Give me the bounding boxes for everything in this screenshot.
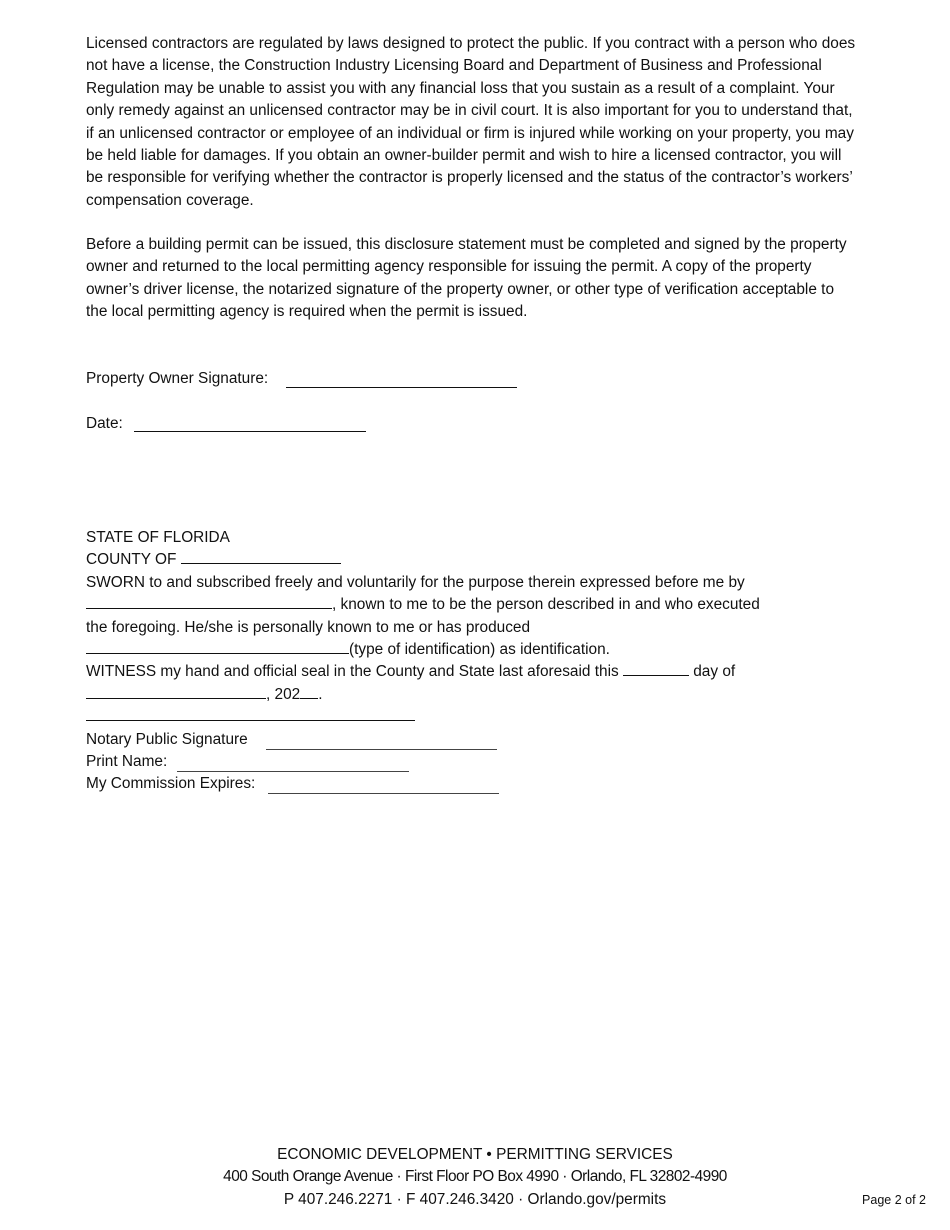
year-blank[interactable] <box>300 684 318 699</box>
sworn-row <box>86 572 866 594</box>
page-number: Page 2 of 2 <box>862 1193 926 1207</box>
foregoing-text: the foregoing. He/she is personally known to me or has produced <box>86 618 531 636</box>
date-label: Date: <box>86 415 123 432</box>
witness-row <box>86 661 866 683</box>
notary-signature-rule[interactable] <box>86 706 415 721</box>
state-text: STATE OF FLORIDA <box>86 529 230 546</box>
owner-signature-line[interactable] <box>286 373 517 388</box>
print-name-label: Print Name: <box>86 752 168 770</box>
person-name-blank[interactable] <box>86 594 332 609</box>
notary-signature-line[interactable] <box>266 735 497 750</box>
footer-address: 400 South Orange Avenue · First Floor PO Box 4990 · Orlando, FL 32802-4990 <box>223 1168 727 1185</box>
disclosure-paragraph-2: Before a building permit can be issued, this disclosure statement must be completed and signed by the property owner and returned to the local permitting agency responsible for issuing the permit. A copy of the property owner’s driver license, the notarized signature of the property owner, or other type of verification acceptable to the local permitting agency is required when the permit is issued. <box>86 236 847 321</box>
owner-signature-label: Property Owner Signature: <box>86 370 269 387</box>
known-text: , known to me to be the person described in and who executed <box>332 596 760 614</box>
day-blank[interactable] <box>623 661 689 676</box>
footer-contact: P 407.246.2271 · F 407.246.3420 · Orlando.gov/permits <box>283 1191 667 1208</box>
sworn-text: SWORN to and subscribed freely and voluntarily for the purpose therein expressed before me by <box>86 573 745 591</box>
notary-block <box>86 527 866 796</box>
foregoing-row <box>86 617 866 639</box>
county-label: COUNTY OF <box>86 551 177 569</box>
month-year-row <box>86 684 866 706</box>
witness-text: WITNESS my hand and official seal in the County and State last aforesaid this <box>86 663 619 681</box>
year-prefix: , 202 <box>266 685 301 703</box>
year-suffix: . <box>318 685 323 703</box>
date-line[interactable] <box>134 418 366 432</box>
signature-rule-row <box>86 706 866 728</box>
commission-expires-line[interactable] <box>268 780 499 794</box>
identification-blank[interactable] <box>86 639 349 654</box>
identification-text: (type of identification) as identification. <box>349 640 610 658</box>
month-blank[interactable] <box>86 684 266 699</box>
identification-row <box>86 639 866 661</box>
known-row <box>86 594 866 616</box>
county-blank[interactable] <box>181 549 341 564</box>
footer-department: ECONOMIC DEVELOPMENT • PERMITTING SERVICES <box>277 1146 673 1163</box>
county-row <box>86 549 866 571</box>
notary-signature-label: Notary Public Signature <box>86 730 248 748</box>
disclosure-paragraph-1: Licensed contractors are regulated by laws designed to protect the public. If you contract with a person who does not have a license, the Construction Industry Licensing Board and Department of Business and Professional Regulation may be unable to assist you with any financial loss that you sustain as a result of a complaint. Your only remedy against an unlicensed contractor may be in civil court. It is also important for you to understand that, if an unlicensed contractor or employee of an individual or firm is injured while working on your property, you may be held liable for damages. If you obtain an owner-builder permit and wish to hire a licensed contractor, you will be responsible for verifying whether the contractor is properly licensed and the status of the contractor’s workers’ compensation coverage. <box>86 35 856 209</box>
commission-label: My Commission Expires: <box>86 775 256 793</box>
state-heading <box>86 527 866 549</box>
day-of-text: day of <box>693 663 736 681</box>
print-name-line[interactable] <box>177 757 409 772</box>
